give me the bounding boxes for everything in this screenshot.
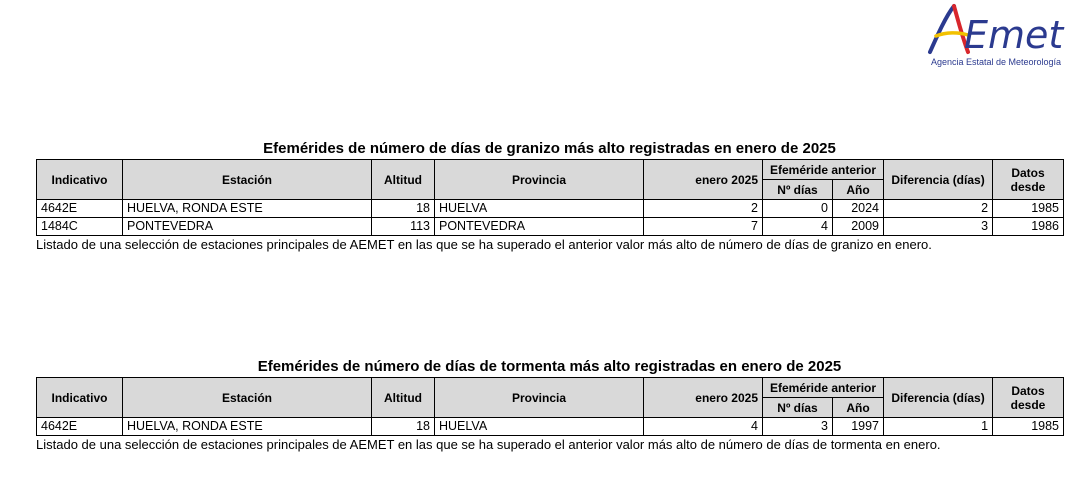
cell-altitud: 113 — [372, 218, 435, 236]
header-efemeride-anterior: Efeméride anterior — [763, 160, 884, 180]
header-diferencia: Diferencia (días) — [884, 378, 993, 418]
cell-datos-desde: 1986 — [993, 218, 1064, 236]
header-n-dias: Nº días — [763, 398, 833, 418]
cell-altitud: 18 — [372, 418, 435, 436]
header-efemeride-anterior: Efeméride anterior — [763, 378, 884, 398]
cell-n-dias: 0 — [763, 200, 833, 218]
table-row — [37, 200, 1064, 218]
tormenta-table — [36, 377, 1064, 436]
header-provincia: Provincia — [435, 160, 644, 200]
cell-datos-desde: 1985 — [993, 418, 1064, 436]
header-mes: enero 2025 — [644, 160, 763, 200]
cell-estacion: HUELVA, RONDA ESTE — [123, 200, 372, 218]
aemet-logo-subtitle: Agencia Estatal de Meteorología — [930, 57, 1062, 67]
cell-altitud: 18 — [372, 200, 435, 218]
cell-provincia: PONTEVEDRA — [435, 218, 644, 236]
cell-anio: 1997 — [833, 418, 884, 436]
cell-mes: 4 — [644, 418, 763, 436]
header-altitud: Altitud — [372, 378, 435, 418]
header-datos-desde-line2: desde — [1010, 179, 1046, 194]
header-indicativo: Indicativo — [37, 378, 123, 418]
header-datos-desde — [993, 160, 1064, 200]
svg-text:Emet: Emet — [964, 13, 1064, 57]
header-n-dias: Nº días — [763, 180, 833, 200]
cell-indicativo: 4642E — [37, 418, 123, 436]
header-estacion: Estación — [123, 160, 372, 200]
header-altitud: Altitud — [372, 160, 435, 200]
cell-n-dias: 3 — [763, 418, 833, 436]
header-datos-desde-line1: Datos — [1011, 383, 1045, 398]
cell-n-dias: 4 — [763, 218, 833, 236]
tormenta-title: Efemérides de número de días de tormenta más alto registradas en enero de 2025 — [257, 358, 842, 375]
header-indicativo: Indicativo — [37, 160, 123, 200]
granizo-title: Efemérides de número de días de granizo más alto registradas en enero de 2025 — [263, 140, 836, 157]
cell-indicativo: 4642E — [37, 200, 123, 218]
cell-anio: 2024 — [833, 200, 884, 218]
cell-indicativo: 1484C — [37, 218, 123, 236]
cell-estacion: HUELVA, RONDA ESTE — [123, 418, 372, 436]
cell-anio: 2009 — [833, 218, 884, 236]
header-mes: enero 2025 — [644, 378, 763, 418]
aemet-logo-mark — [924, 2, 1074, 58]
tormenta-note: Listado de una selección de estaciones principales de AEMET en las que se ha superado el anterior valor más alto de número de días de tormenta en enero. — [36, 437, 941, 452]
header-datos-desde — [993, 378, 1064, 418]
table-row — [37, 418, 1064, 436]
cell-datos-desde: 1985 — [993, 200, 1064, 218]
header-datos-desde-line2: desde — [1010, 397, 1046, 412]
granizo-note: Listado de una selección de estaciones principales de AEMET en las que se ha superado el anterior valor más alto de número de días de granizo en enero. — [36, 237, 932, 252]
header-diferencia: Diferencia (días) — [884, 160, 993, 200]
cell-provincia: HUELVA — [435, 418, 644, 436]
granizo-section — [36, 138, 1063, 254]
cell-estacion: PONTEVEDRA — [123, 218, 372, 236]
cell-mes: 2 — [644, 200, 763, 218]
granizo-table — [36, 159, 1064, 236]
header-anio: Año — [833, 180, 884, 200]
cell-mes: 7 — [644, 218, 763, 236]
cell-diferencia: 2 — [884, 200, 993, 218]
tormenta-section — [36, 356, 1063, 454]
header-estacion: Estación — [123, 378, 372, 418]
cell-diferencia: 1 — [884, 418, 993, 436]
header-datos-desde-line1: Datos — [1011, 165, 1045, 180]
aemet-logo — [924, 2, 1074, 72]
table-row — [37, 218, 1064, 236]
cell-provincia: HUELVA — [435, 200, 644, 218]
cell-diferencia: 3 — [884, 218, 993, 236]
header-provincia: Provincia — [435, 378, 644, 418]
header-anio: Año — [833, 398, 884, 418]
